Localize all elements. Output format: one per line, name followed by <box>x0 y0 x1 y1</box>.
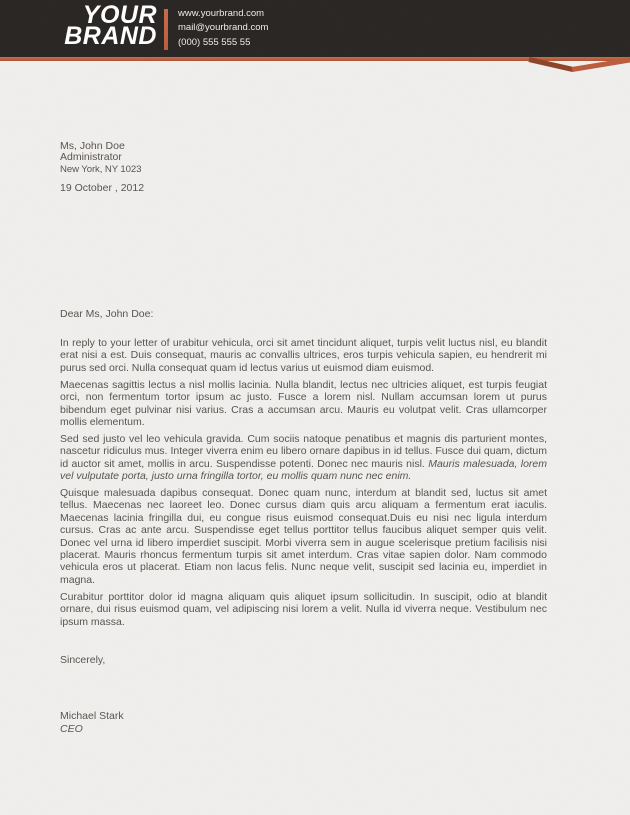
signature-title: CEO <box>60 722 83 735</box>
ribbon-chevron-icon <box>528 56 630 76</box>
recipient-name: Ms, John Doe <box>60 140 125 152</box>
letter-paragraph: Quisque malesuada dapibus consequat. Donec quam nunc, interdum at blandit sed, luctus sit amet tellus. Maecenas nec laoreet leo. Donec cursus diam quis arcu aliquam a fermentum erat iaculis. Maecenas lacinia fringilla dui, eu congue risus euismod consequat.Duis eu nisi nec ligula interdum cursus. Cras ac ante arcu. Suspendisse eget tellus porttitor tellus faucibus aliquet semper quis velit. Donec vel urna id libero imperdiet suscipit. Morbi viverra sem in augue scelerisque pretium facilisis nisi placerat. Mauris rhoncus fermentum turpis sit amet interdum. Cras vitae sapien dolor. Nam commodo vehicula eros ut placerat. Etiam non lacus felis. Nunc neque velit, suscipit sed lacinia eu, imperdiet in magna. <box>60 486 547 586</box>
closing: Sincerely, <box>60 654 106 666</box>
paragraph-italic-text: Mauris malesuada, lorem vel vulputate porta, justo urna fringilla tortor, eu mollis quam nunc nec enim. <box>60 457 547 483</box>
recipient-address: New York, NY 1023 <box>60 163 142 175</box>
recipient-block <box>60 141 141 175</box>
website-text: www.yourbrand.com <box>178 8 265 19</box>
brand-logo-line1: YOUR <box>82 1 157 29</box>
letter-paragraph <box>60 433 547 483</box>
logo-divider <box>164 9 168 50</box>
paragraph-text: Sed sed justo vel leo vehicula gravida. Cum sociis natoque penatibus et magnis dis parturient montes, nascetur ridiculus mus. Integer viverra enim eu libero ornare dapibus in id tellus. Fusce dui quam, dictum id auctor sit amet, mollis in arcu. Suspendisse potenti. Donec nec mauris nisl. <box>60 432 547 470</box>
recipient-title: Administrator <box>60 151 122 164</box>
email-text: mail@yourbrand.com <box>178 22 269 34</box>
letter-paragraph: In reply to your letter of urabitur vehicula, orci sit amet tincidunt aliquet, turpis velit luctus nisl, eu blandit erat nisi a est. Duis consequat, mauris ac convallis ultrices, eros turpis vehicula sapien, eu hendrerit mi purus sed orci. Nulla consequat quam id lectus varius ut euismod diam euismod. <box>60 337 547 374</box>
contact-block <box>178 7 268 50</box>
signature-name: Michael Stark <box>60 710 124 722</box>
letter-paragraph: Maecenas sagittis lectus a nisl mollis lacinia. Nulla blandit, lectus nec ultricies aliquet, est turpis feugiat orci, non fermentum tortor ipsum ac justo. Fusce a lorem nisl. Nullam accumsan lorem ut purus bibendum eget pulvinar nisi varius. Cras a accumsan arcu. Mauris eu volutpat velit. Cras ullamcorper mollis elementum. <box>60 378 547 428</box>
salutation: Dear Ms, John Doe: <box>60 308 154 320</box>
brand-logo-line2: BRAND <box>64 22 157 50</box>
phone-text: (000) 555 555 55 <box>178 36 251 48</box>
letter-date: 19 October , 2012 <box>60 182 145 194</box>
letter-body <box>60 337 547 632</box>
brand-logo <box>0 1 157 50</box>
signature-block <box>60 710 124 735</box>
letter-paragraph: Curabitur porttitor dolor id magna aliquam quis aliquet ipsum sollicitudin. In suscipit, odio at blandit ornare, dui risus euismod quam, vel adipiscing nisi lorem a velit. Nulla id viverra neque. Vestibulum nec ipsum massa. <box>60 590 547 628</box>
letterhead-header <box>0 0 630 57</box>
